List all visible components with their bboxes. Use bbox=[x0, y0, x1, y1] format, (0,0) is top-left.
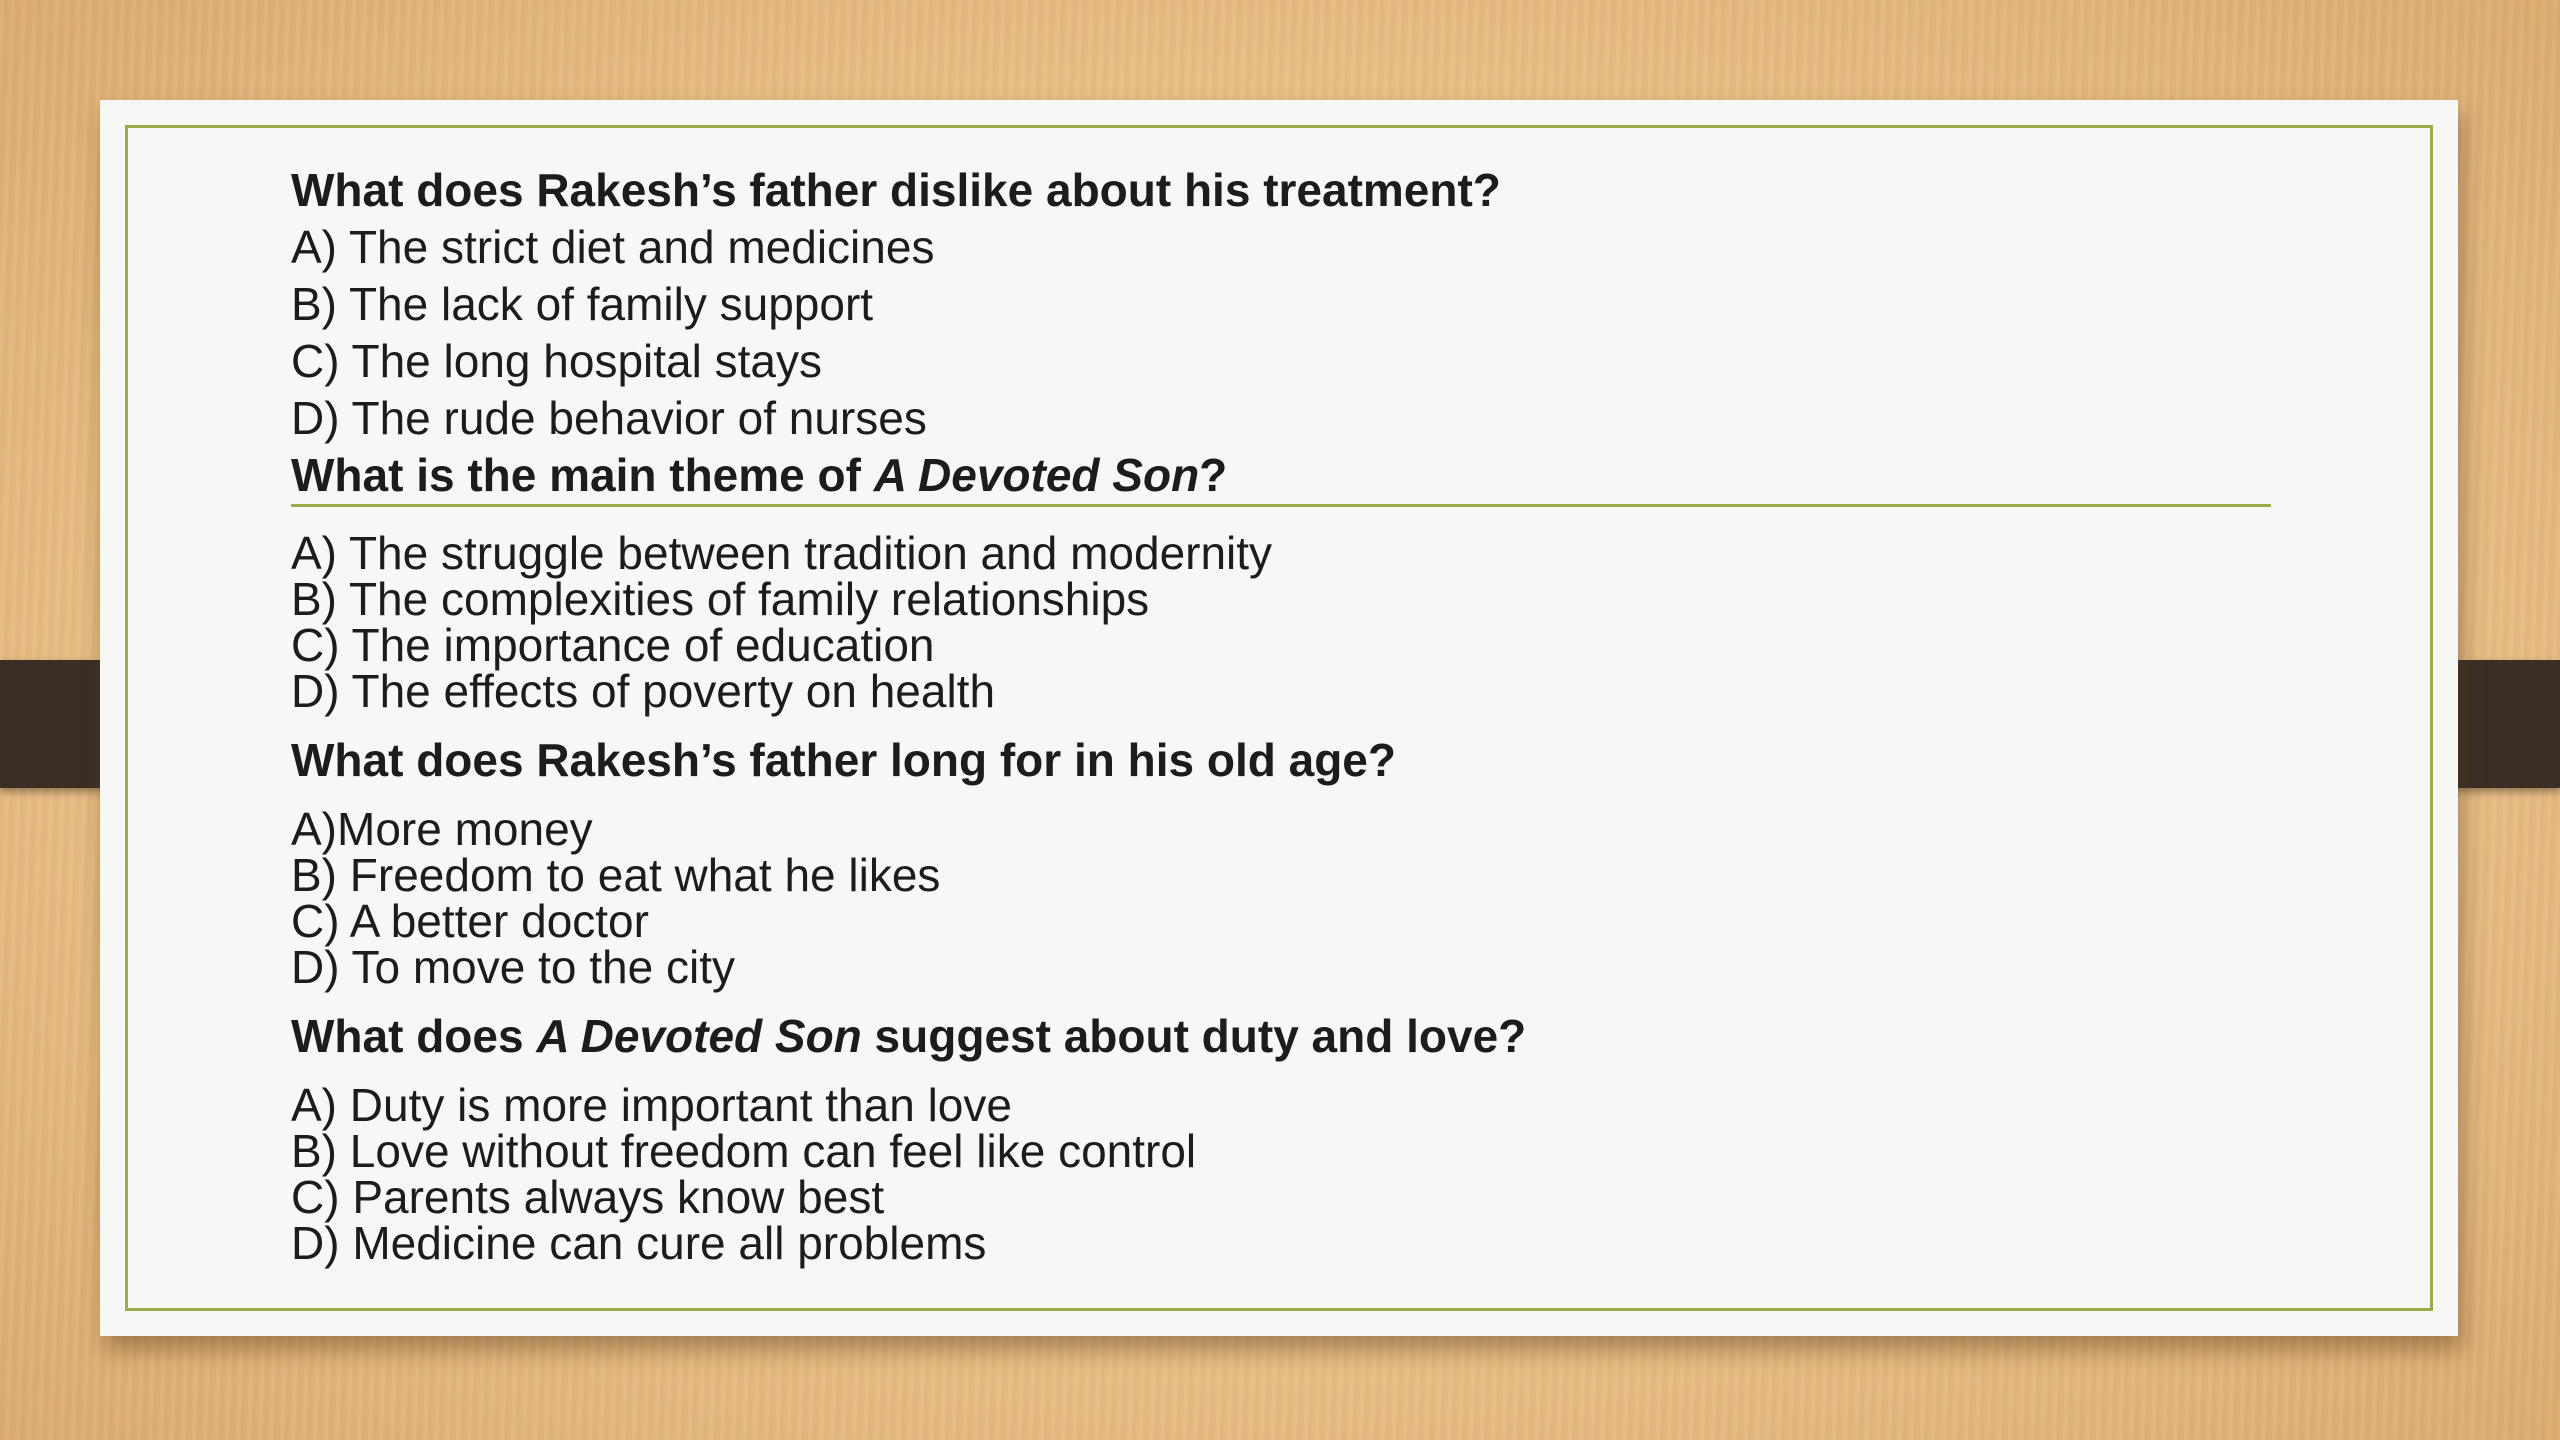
option-3d: D) To move to the city bbox=[291, 941, 735, 993]
question-4 bbox=[291, 1008, 2271, 1065]
question-4-prefix: What does bbox=[291, 1010, 537, 1062]
option-3a: A)More money bbox=[291, 803, 593, 855]
options-2 bbox=[291, 527, 2271, 717]
option-1d: D) The rude behavior of nurses bbox=[291, 392, 927, 444]
question-2-prefix: What is the main theme of bbox=[291, 449, 874, 501]
question-block-1 bbox=[291, 162, 2271, 447]
option-4a: A) Duty is more important than love bbox=[291, 1079, 1012, 1131]
option-3c: C) A better doctor bbox=[291, 895, 649, 947]
question-3: What does Rakesh’s father long for in his old age? bbox=[291, 734, 1396, 786]
options-4 bbox=[291, 1079, 2271, 1269]
option-3b: B) Freedom to eat what he likes bbox=[291, 849, 941, 901]
question-4-title: A Devoted Son bbox=[536, 1010, 862, 1062]
question-2-title: A Devoted Son bbox=[873, 449, 1200, 501]
option-2d: D) The effects of poverty on health bbox=[291, 665, 996, 717]
question-2 bbox=[291, 447, 2271, 507]
quiz-content bbox=[291, 162, 2271, 1269]
question-block-2 bbox=[291, 447, 2271, 717]
option-1a: A) The strict diet and medicines bbox=[291, 221, 935, 273]
question-4-suffix: suggest about duty and love? bbox=[861, 1010, 1527, 1062]
question-1: What does Rakesh’s father dislike about his treatment? bbox=[291, 164, 1501, 216]
option-4b: B) Love without freedom can feel like control bbox=[291, 1125, 1197, 1177]
option-2c: C) The importance of education bbox=[291, 619, 935, 671]
options-3 bbox=[291, 803, 2271, 993]
question-block-3 bbox=[291, 732, 2271, 993]
question-block-4 bbox=[291, 1008, 2271, 1269]
slide-card bbox=[100, 100, 2458, 1336]
option-1c: C) The long hospital stays bbox=[291, 335, 822, 387]
options-1 bbox=[291, 219, 2271, 447]
option-4d: D) Medicine can cure all problems bbox=[291, 1217, 987, 1269]
option-4c: C) Parents always know best bbox=[291, 1171, 885, 1223]
option-1b: B) The lack of family support bbox=[291, 278, 874, 330]
question-2-suffix: ? bbox=[1199, 449, 1228, 501]
option-2b: B) The complexities of family relationships bbox=[291, 573, 1150, 625]
option-2a: A) The struggle between tradition and modernity bbox=[291, 527, 1273, 579]
